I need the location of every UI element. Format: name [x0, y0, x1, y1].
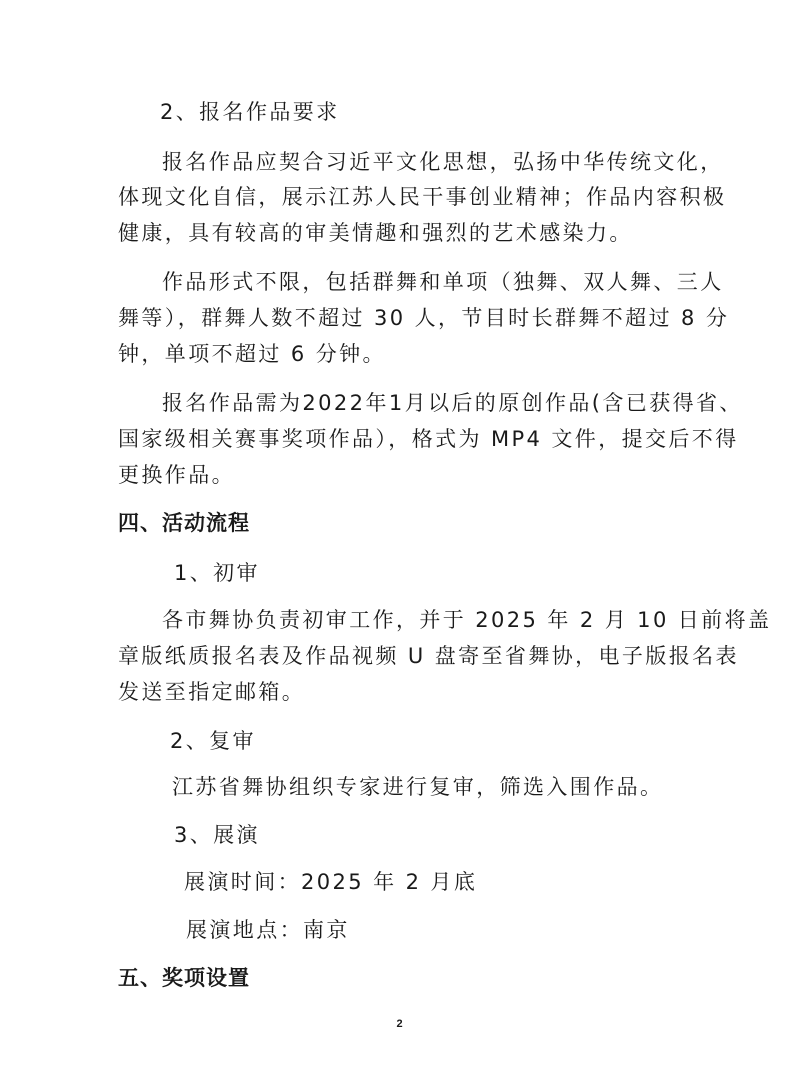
subsection-title-showcase: 3、展演	[174, 823, 260, 847]
paragraph-line: 健康，具有较高的审美情趣和强烈的艺术感染力。	[118, 221, 633, 245]
paragraph-second-review: 江苏省舞协组织专家进行复审，筛选入围作品。	[172, 775, 664, 799]
subsection-title-second-review: 2、复审	[170, 729, 256, 753]
paragraph-line: 各市舞协负责初审工作，并于 2025 年 2 月 10 日前将盖	[162, 608, 772, 632]
subsection-title-preliminary-review: 1、初审	[174, 561, 260, 585]
paragraph-line: 体现文化自信，展示江苏人民干事创业精神；作品内容积极	[118, 185, 727, 209]
paragraph-line: 舞等），群舞人数不超过 30 人，节目时长群舞不超过 8 分	[118, 306, 730, 330]
showcase-time: 展演时间：2025 年 2 月底	[184, 870, 478, 894]
paragraph-line: 国家级相关赛事奖项作品），格式为 MP4 文件，提交后不得	[118, 427, 739, 451]
paragraph-line: 报名作品需为2022年1月以后的原创作品(含已获得省、	[162, 391, 743, 415]
section-heading-activity-process: 四、活动流程	[118, 511, 250, 535]
subsection-title-entry-requirements: 2、报名作品要求	[160, 100, 340, 124]
paragraph-line: 作品形式不限，包括群舞和单项（独舞、双人舞、三人	[162, 270, 724, 294]
paragraph-line: 钟，单项不超过 6 分钟。	[118, 342, 386, 366]
section-heading-awards: 五、奖项设置	[118, 966, 250, 990]
paragraph-line: 报名作品应契合习近平文化思想，弘扬中华传统文化，	[162, 150, 724, 174]
paragraph-line: 章版纸质报名表及作品视频 U 盘寄至省舞协，电子版报名表	[118, 644, 739, 668]
showcase-place: 展演地点：南京	[186, 918, 350, 942]
paragraph-line: 更换作品。	[118, 463, 235, 487]
page-number: 2	[396, 1018, 403, 1030]
paragraph-line: 发送至指定邮箱。	[118, 680, 306, 704]
